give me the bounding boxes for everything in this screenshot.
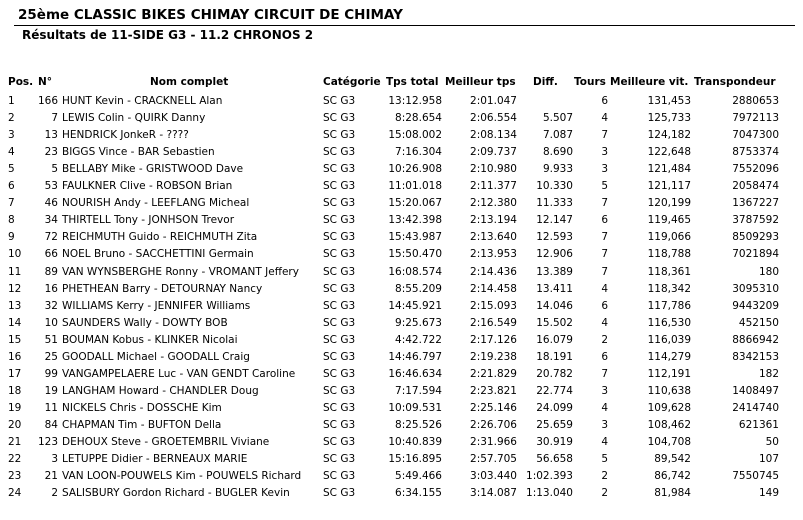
row-18-col-number: 19 <box>44 384 58 397</box>
row-16-col-name: GOODALL Michael - GOODALL Craig <box>62 350 250 363</box>
row-19-col-best-speed: 109,628 <box>647 401 691 414</box>
row-15-col-transponder: 8866942 <box>732 333 779 346</box>
row-23-col-category: SC G3 <box>323 470 356 483</box>
row-22-col-total-time: 15:16.895 <box>388 453 442 466</box>
row-18-col-best-speed: 110,638 <box>647 384 691 397</box>
row-12-col-pos: 12 <box>8 282 22 295</box>
row-7-col-laps: 7 <box>601 197 608 210</box>
row-8-col-number: 34 <box>44 214 58 227</box>
row-4-col-category: SC G3 <box>323 146 356 159</box>
row-6-col-category: SC G3 <box>323 180 356 193</box>
row-16-col-transponder: 8342153 <box>732 350 779 363</box>
row-19-col-total-time: 10:09.531 <box>388 401 442 414</box>
row-15-col-pos: 15 <box>8 333 22 346</box>
page-title: 25ème CLASSIC BIKES CHIMAY CIRCUIT DE CHIMAY <box>18 7 403 23</box>
row-20-col-pos: 20 <box>8 418 22 431</box>
row-13-col-number: 32 <box>44 299 58 312</box>
row-21-col-diff: 30.919 <box>536 436 573 448</box>
row-19-col-best-time: 2:25.146 <box>470 401 517 414</box>
row-14-col-best-speed: 116,530 <box>647 316 691 329</box>
row-5-col-pos: 5 <box>8 163 15 176</box>
row-17-col-name: VANGAMPELAERE Luc - VAN GENDT Caroline <box>62 367 296 380</box>
header-col-pos: Pos. <box>8 76 34 88</box>
row-17-col-total-time: 16:46.634 <box>388 367 442 380</box>
header-col-laps: Tours <box>574 76 606 88</box>
page-subtitle: Résultats de 11-SIDE G3 - 11.2 CHRONOS 2 <box>22 28 314 42</box>
row-1-col-transponder: 2880653 <box>732 95 779 107</box>
row-12-col-name: PHETHEAN Barry - DETOURNAY Nancy <box>62 282 263 295</box>
row-16-col-number: 25 <box>44 350 58 363</box>
row-3-col-best-speed: 124,182 <box>647 129 691 142</box>
row-1-col-category: SC G3 <box>323 95 356 107</box>
row-20-col-name: CHAPMAN Tim - BUFTON Della <box>62 418 222 431</box>
row-9-col-laps: 7 <box>601 231 608 244</box>
row-20-col-category: SC G3 <box>323 418 356 431</box>
header-col-best-speed: Meilleure vit. <box>610 76 689 88</box>
row-19-col-laps: 4 <box>601 401 608 414</box>
header-col-number: N° <box>38 76 53 88</box>
row-19-col-transponder: 2414740 <box>732 401 779 414</box>
row-4-col-number: 23 <box>44 146 58 159</box>
row-14-col-number: 10 <box>44 316 58 329</box>
row-23-col-pos: 23 <box>8 470 22 483</box>
row-22-col-best-time: 2:57.705 <box>470 453 517 466</box>
row-8-col-name: THIRTELL Tony - JONHSON Trevor <box>62 214 235 227</box>
row-7-col-diff: 11.333 <box>536 197 573 210</box>
row-3-col-number: 13 <box>44 129 58 142</box>
row-12-col-number: 16 <box>44 282 58 295</box>
row-9-col-best-speed: 119,066 <box>647 231 691 244</box>
row-21-col-total-time: 10:40.839 <box>388 436 442 448</box>
row-8-col-laps: 6 <box>601 214 608 227</box>
row-18-col-total-time: 7:17.594 <box>395 384 442 397</box>
row-17-col-pos: 17 <box>8 367 22 380</box>
row-22-col-laps: 5 <box>601 453 608 466</box>
row-24-col-name: SALISBURY Gordon Richard - BUGLER Kevin <box>62 487 290 500</box>
row-22-col-category: SC G3 <box>323 453 356 466</box>
row-23-col-number: 21 <box>44 470 58 483</box>
row-14-col-diff: 15.502 <box>536 316 573 329</box>
row-21-col-best-speed: 104,708 <box>647 436 691 448</box>
row-1-col-best-time: 2:01.047 <box>470 95 517 107</box>
row-2-col-category: SC G3 <box>323 112 356 125</box>
row-10-col-category: SC G3 <box>323 248 356 261</box>
row-21-col-best-time: 2:31.966 <box>470 436 517 448</box>
row-19-col-name: NICKELS Chris - DOSSCHE Kim <box>62 401 222 414</box>
row-7-col-pos: 7 <box>8 197 15 210</box>
row-3-col-category: SC G3 <box>323 129 356 142</box>
row-17-col-laps: 7 <box>601 367 608 380</box>
row-14-col-transponder: 452150 <box>738 316 779 329</box>
row-11-col-pos: 11 <box>8 265 22 278</box>
row-19-col-number: 11 <box>44 401 58 414</box>
row-9-col-transponder: 8509293 <box>732 231 779 244</box>
row-10-col-diff: 12.906 <box>536 248 573 261</box>
row-22-col-diff: 56.658 <box>536 453 573 466</box>
row-19-col-pos: 19 <box>8 401 22 414</box>
row-3-col-diff: 7.087 <box>542 129 573 142</box>
row-7-col-category: SC G3 <box>323 197 356 210</box>
row-20-col-number: 84 <box>44 418 58 431</box>
row-6-col-laps: 5 <box>601 180 608 193</box>
row-24-col-diff: 1:13.040 <box>526 487 573 500</box>
row-4-col-name: BIGGS Vince - BAR Sebastien <box>62 146 215 159</box>
row-3-col-name: HENDRICK JonkeR - ???? <box>62 129 189 142</box>
row-22-col-best-speed: 89,542 <box>654 453 691 466</box>
row-18-col-diff: 22.774 <box>536 384 573 397</box>
row-20-col-best-time: 2:26.706 <box>470 418 517 431</box>
row-20-col-best-speed: 108,462 <box>647 418 691 431</box>
row-4-col-best-speed: 122,648 <box>647 146 691 159</box>
row-23-col-total-time: 5:49.466 <box>395 470 442 483</box>
row-18-col-pos: 18 <box>8 384 22 397</box>
row-9-col-pos: 9 <box>8 231 15 244</box>
row-11-col-best-time: 2:14.436 <box>470 265 517 278</box>
row-15-col-number: 51 <box>44 333 58 346</box>
row-6-col-pos: 6 <box>8 180 15 193</box>
row-16-col-diff: 18.191 <box>536 350 573 363</box>
row-5-col-best-speed: 121,484 <box>647 163 691 176</box>
row-8-col-transponder: 3787592 <box>732 214 779 227</box>
row-15-col-name: BOUMAN Kobus - KLINKER Nicolai <box>62 333 238 346</box>
row-21-col-transponder: 50 <box>765 436 779 448</box>
row-9-col-best-time: 2:13.640 <box>470 231 517 244</box>
row-13-col-name: WILLIAMS Kerry - JENNIFER Williams <box>62 299 251 312</box>
row-16-col-best-speed: 114,279 <box>647 350 691 363</box>
row-2-col-pos: 2 <box>8 112 15 125</box>
row-7-col-total-time: 15:20.067 <box>388 197 442 210</box>
row-13-col-total-time: 14:45.921 <box>388 299 442 312</box>
row-2-col-total-time: 8:28.654 <box>395 112 442 125</box>
row-1-col-name: HUNT Kevin - CRACKNELL Alan <box>62 95 223 107</box>
row-19-col-category: SC G3 <box>323 401 356 414</box>
row-14-col-name: SAUNDERS Wally - DOWTY BOB <box>62 316 228 329</box>
row-23-col-name: VAN LOON-POUWELS Kim - POUWELS Richard <box>62 470 302 483</box>
header-col-category: Catégorie <box>323 76 381 88</box>
row-11-col-laps: 7 <box>601 265 608 278</box>
row-11-col-transponder: 180 <box>758 265 779 278</box>
row-15-col-best-speed: 116,039 <box>647 333 691 346</box>
row-4-col-best-time: 2:09.737 <box>470 146 517 159</box>
row-17-col-diff: 20.782 <box>536 367 573 380</box>
row-6-col-name: FAULKNER Clive - ROBSON Brian <box>62 180 233 193</box>
row-7-col-best-time: 2:12.380 <box>470 197 517 210</box>
row-10-col-laps: 7 <box>601 248 608 261</box>
row-13-col-transponder: 9443209 <box>732 299 779 312</box>
row-15-col-total-time: 4:42.722 <box>395 333 442 346</box>
row-8-col-best-time: 2:13.194 <box>470 214 517 227</box>
row-22-col-transponder: 107 <box>758 453 779 466</box>
row-16-col-best-time: 2:19.238 <box>470 350 517 363</box>
row-6-col-transponder: 2058474 <box>732 180 779 193</box>
row-9-col-category: SC G3 <box>323 231 356 244</box>
row-8-col-diff: 12.147 <box>536 214 573 227</box>
row-10-col-name: NOEL Bruno - SACCHETTINI Germain <box>62 248 254 261</box>
row-21-col-number: 123 <box>37 436 58 448</box>
row-8-col-total-time: 13:42.398 <box>388 214 442 227</box>
row-20-col-transponder: 621361 <box>738 418 779 431</box>
row-22-col-number: 3 <box>51 453 58 466</box>
row-4-col-transponder: 8753374 <box>732 146 779 159</box>
row-12-col-laps: 4 <box>601 282 608 295</box>
row-2-col-best-speed: 125,733 <box>647 112 691 125</box>
row-15-col-best-time: 2:17.126 <box>470 333 517 346</box>
row-2-col-name: LEWIS Colin - QUIRK Danny <box>62 112 206 125</box>
row-16-col-category: SC G3 <box>323 350 356 363</box>
row-18-col-best-time: 2:23.821 <box>470 384 517 397</box>
row-14-col-laps: 4 <box>601 316 608 329</box>
row-13-col-best-speed: 117,786 <box>647 299 691 312</box>
row-12-col-best-speed: 118,342 <box>647 282 691 295</box>
row-11-col-category: SC G3 <box>323 265 356 278</box>
row-24-col-best-time: 3:14.087 <box>470 487 517 500</box>
row-3-col-transponder: 7047300 <box>732 129 779 142</box>
row-10-col-transponder: 7021894 <box>732 248 779 261</box>
row-23-col-laps: 2 <box>601 470 608 483</box>
row-12-col-best-time: 2:14.458 <box>470 282 517 295</box>
row-8-col-pos: 8 <box>8 214 15 227</box>
row-1-col-number: 166 <box>37 95 58 107</box>
row-9-col-total-time: 15:43.987 <box>388 231 442 244</box>
row-10-col-best-speed: 118,788 <box>647 248 691 261</box>
row-10-col-best-time: 2:13.953 <box>470 248 517 261</box>
row-11-col-total-time: 16:08.574 <box>388 265 442 278</box>
row-23-col-transponder: 7550745 <box>732 470 779 483</box>
row-14-col-pos: 14 <box>8 316 22 329</box>
row-12-col-category: SC G3 <box>323 282 356 295</box>
row-16-col-pos: 16 <box>8 350 22 363</box>
row-4-col-laps: 3 <box>601 146 608 159</box>
row-14-col-best-time: 2:16.549 <box>470 316 517 329</box>
row-20-col-diff: 25.659 <box>536 418 573 431</box>
row-17-col-category: SC G3 <box>323 367 356 380</box>
row-5-col-laps: 3 <box>601 163 608 176</box>
row-23-col-best-speed: 86,742 <box>654 470 691 483</box>
row-11-col-number: 89 <box>44 265 58 278</box>
row-20-col-total-time: 8:25.526 <box>395 418 442 431</box>
row-5-col-category: SC G3 <box>323 163 356 176</box>
row-24-col-total-time: 6:34.155 <box>395 487 442 500</box>
row-5-col-diff: 9.933 <box>542 163 573 176</box>
row-19-col-diff: 24.099 <box>536 401 573 414</box>
row-2-col-best-time: 2:06.554 <box>470 112 517 125</box>
row-5-col-transponder: 7552096 <box>732 163 779 176</box>
row-5-col-best-time: 2:10.980 <box>470 163 517 176</box>
row-3-col-best-time: 2:08.134 <box>470 129 517 142</box>
row-24-col-number: 2 <box>51 487 58 500</box>
row-9-col-name: REICHMUTH Guido - REICHMUTH Zita <box>62 231 258 244</box>
row-17-col-transponder: 182 <box>758 367 779 380</box>
row-4-col-pos: 4 <box>8 146 15 159</box>
row-17-col-number: 99 <box>44 367 58 380</box>
row-18-col-category: SC G3 <box>323 384 356 397</box>
row-11-col-name: VAN WYNSBERGHE Ronny - VROMANT Jeffery <box>62 265 299 278</box>
row-13-col-category: SC G3 <box>323 299 356 312</box>
row-14-col-category: SC G3 <box>323 316 356 329</box>
row-6-col-diff: 10.330 <box>536 180 573 193</box>
row-15-col-diff: 16.079 <box>536 333 573 346</box>
row-17-col-best-speed: 112,191 <box>647 367 691 380</box>
row-16-col-laps: 6 <box>601 350 608 363</box>
row-13-col-best-time: 2:15.093 <box>470 299 517 312</box>
row-18-col-laps: 3 <box>601 384 608 397</box>
row-5-col-number: 5 <box>51 163 58 176</box>
row-12-col-diff: 13.411 <box>536 282 573 295</box>
row-22-col-name: LETUPPE Didier - BERNEAUX MARIE <box>62 453 248 466</box>
row-10-col-pos: 10 <box>8 248 22 261</box>
row-9-col-number: 72 <box>44 231 58 244</box>
header-col-transponder: Transpondeur <box>694 76 776 88</box>
row-22-col-pos: 22 <box>8 453 22 466</box>
header-col-best-time: Meilleur tps <box>445 76 516 88</box>
row-3-col-laps: 7 <box>601 129 608 142</box>
row-21-col-category: SC G3 <box>323 436 356 448</box>
row-1-col-total-time: 13:12.958 <box>388 95 442 107</box>
row-24-col-transponder: 149 <box>758 487 779 500</box>
row-12-col-total-time: 8:55.209 <box>395 282 442 295</box>
row-4-col-diff: 8.690 <box>542 146 573 159</box>
row-24-col-category: SC G3 <box>323 487 356 500</box>
row-6-col-best-speed: 121,117 <box>647 180 691 193</box>
row-20-col-laps: 3 <box>601 418 608 431</box>
title-divider <box>14 25 795 26</box>
row-13-col-diff: 14.046 <box>536 299 573 312</box>
row-6-col-best-time: 2:11.377 <box>470 180 517 193</box>
row-11-col-diff: 13.389 <box>536 265 573 278</box>
row-6-col-number: 53 <box>44 180 58 193</box>
row-9-col-diff: 12.593 <box>536 231 573 244</box>
row-13-col-pos: 13 <box>8 299 22 312</box>
row-11-col-best-speed: 118,361 <box>647 265 691 278</box>
row-7-col-transponder: 1367227 <box>732 197 779 210</box>
row-24-col-pos: 24 <box>8 487 22 500</box>
row-2-col-laps: 4 <box>601 112 608 125</box>
row-7-col-number: 46 <box>44 197 58 210</box>
row-17-col-best-time: 2:21.829 <box>470 367 517 380</box>
row-15-col-laps: 2 <box>601 333 608 346</box>
row-1-col-pos: 1 <box>8 95 15 107</box>
row-7-col-name: NOURISH Andy - LEEFLANG Micheal <box>62 197 250 210</box>
row-2-col-number: 7 <box>51 112 58 125</box>
row-5-col-total-time: 10:26.908 <box>388 163 442 176</box>
row-23-col-diff: 1:02.393 <box>526 470 573 483</box>
row-24-col-laps: 2 <box>601 487 608 500</box>
row-24-col-best-speed: 81,984 <box>654 487 691 500</box>
row-8-col-category: SC G3 <box>323 214 356 227</box>
row-14-col-total-time: 9:25.673 <box>395 316 442 329</box>
header-col-total-time: Tps total <box>386 76 439 88</box>
row-12-col-transponder: 3095310 <box>732 282 779 295</box>
row-21-col-pos: 21 <box>8 436 22 448</box>
row-1-col-best-speed: 131,453 <box>647 95 691 107</box>
row-3-col-pos: 3 <box>8 129 15 142</box>
row-2-col-transponder: 7972113 <box>732 112 779 125</box>
row-2-col-diff: 5.507 <box>542 112 573 125</box>
row-3-col-total-time: 15:08.002 <box>388 129 442 142</box>
header-col-name: Nom complet <box>150 76 229 88</box>
header-col-diff: Diff. <box>533 76 558 88</box>
row-13-col-laps: 6 <box>601 299 608 312</box>
row-21-col-laps: 4 <box>601 436 608 448</box>
row-18-col-transponder: 1408497 <box>732 384 779 397</box>
row-1-col-laps: 6 <box>601 95 608 107</box>
row-10-col-number: 66 <box>44 248 58 261</box>
row-23-col-best-time: 3:03.440 <box>470 470 517 483</box>
row-6-col-total-time: 11:01.018 <box>388 180 442 193</box>
row-16-col-total-time: 14:46.797 <box>388 350 442 363</box>
row-5-col-name: BELLABY Mike - GRISTWOOD Dave <box>62 163 244 176</box>
row-8-col-best-speed: 119,465 <box>647 214 691 227</box>
row-7-col-best-speed: 120,199 <box>647 197 691 210</box>
row-10-col-total-time: 15:50.470 <box>388 248 442 261</box>
row-15-col-category: SC G3 <box>323 333 356 346</box>
row-21-col-name: DEHOUX Steve - GROETEMBRIL Viviane <box>62 436 270 448</box>
row-18-col-name: LANGHAM Howard - CHANDLER Doug <box>62 384 259 397</box>
row-4-col-total-time: 7:16.304 <box>395 146 442 159</box>
